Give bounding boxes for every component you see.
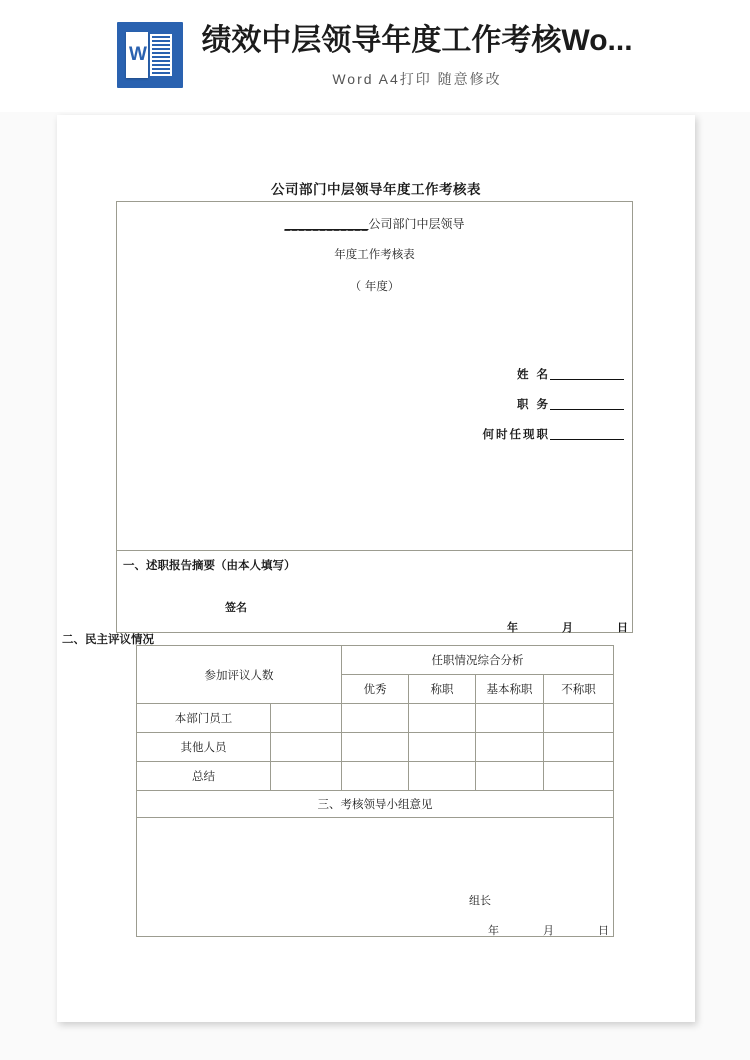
field-position (517, 396, 624, 412)
page-header (0, 0, 750, 112)
field-appointed-date-label: 何时任现职 (482, 427, 550, 441)
document-subtitle: Word A4打印 随意修改 (332, 70, 502, 87)
cell-excellent[interactable] (342, 704, 409, 733)
field-position-input[interactable] (550, 409, 624, 410)
row-label-total: 总结 (137, 762, 271, 791)
field-name-label: 姓 名 (516, 367, 550, 381)
cell-basically-competent[interactable] (476, 704, 544, 733)
cell-count[interactable] (271, 733, 342, 762)
document-title: 绩效中层领导年度工作考核Wo... (201, 24, 633, 57)
header-participants: 参加评议人数 (137, 646, 342, 704)
section3-heading-row (137, 791, 614, 818)
cover-table (116, 201, 633, 633)
group-date-row (488, 922, 609, 938)
table-row (137, 762, 614, 791)
cell-competent[interactable] (409, 733, 476, 762)
header-rating-competent: 称职 (409, 675, 476, 704)
evaluation-table (136, 645, 614, 937)
cell-basically-competent[interactable] (476, 733, 544, 762)
field-name (517, 366, 624, 382)
word-icon-lines (150, 34, 172, 76)
header-content (117, 22, 632, 89)
date-day-label: 日 (617, 621, 628, 634)
table-row (137, 704, 614, 733)
date-month-label: 月 (562, 621, 573, 634)
company-blank: ____________ (284, 217, 369, 231)
cell-count[interactable] (271, 704, 342, 733)
cover-info-cell (117, 202, 632, 551)
cover-year-line: （ 年度） (349, 279, 400, 293)
section3-body-row (137, 818, 614, 937)
cover-subheading: 年度工作考核表 (334, 247, 415, 261)
field-appointed-date-input[interactable] (550, 439, 624, 440)
date-year-label: 年 (507, 621, 518, 634)
header-rating-excellent: 优秀 (342, 675, 409, 704)
report-summary-cell[interactable] (117, 551, 632, 633)
form-title: 公司部门中层领导年度工作考核表 (271, 182, 481, 198)
header-rating-basically-competent: 基本称职 (476, 675, 544, 704)
group-leader-label: 组长 (469, 894, 491, 907)
group-opinion-cell[interactable] (137, 818, 614, 937)
header-analysis-group: 任职情况综合分析 (342, 646, 614, 675)
word-icon-letter: W (128, 44, 146, 65)
signature-label: 签名 (225, 601, 247, 614)
section1-heading: 一、述职报告摘要（由本人填写） (123, 558, 296, 572)
cell-competent[interactable] (409, 762, 476, 791)
group-date-day-label: 日 (598, 924, 609, 937)
cell-incompetent[interactable] (544, 733, 614, 762)
field-appointed-date (483, 426, 625, 442)
cell-excellent[interactable] (342, 762, 409, 791)
group-date-year-label: 年 (488, 924, 499, 937)
cell-incompetent[interactable] (544, 762, 614, 791)
section2-heading: 二、民主评议情况 (62, 632, 154, 646)
group-opinion-inner (137, 818, 613, 936)
cover-heading-text: 公司部门中层领导 (368, 217, 465, 231)
report-date-row (507, 619, 628, 635)
cover-heading-line (117, 215, 632, 232)
row-label-other-staff: 其他人员 (137, 733, 271, 762)
field-name-input[interactable] (550, 379, 624, 380)
header-text-block (201, 22, 632, 89)
cell-basically-competent[interactable] (476, 762, 544, 791)
table-header-row-1 (137, 646, 614, 675)
word-file-icon (117, 22, 183, 88)
table-row (137, 733, 614, 762)
cell-competent[interactable] (409, 704, 476, 733)
cell-incompetent[interactable] (544, 704, 614, 733)
group-date-month-label: 月 (543, 924, 554, 937)
field-position-label: 职 务 (516, 397, 550, 411)
section3-heading: 三、考核领导小组意见 (137, 791, 614, 818)
cell-excellent[interactable] (342, 733, 409, 762)
document-page (57, 115, 695, 1022)
cell-count[interactable] (271, 762, 342, 791)
header-rating-incompetent: 不称职 (544, 675, 614, 704)
row-label-dept-staff: 本部门员工 (137, 704, 271, 733)
